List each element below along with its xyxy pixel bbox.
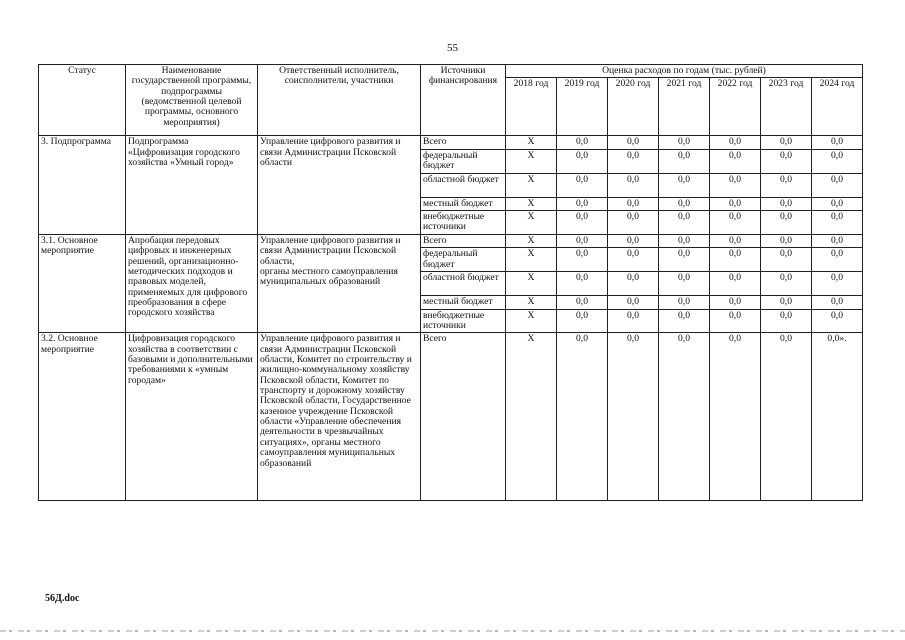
expense-cell: 0,0: [761, 197, 812, 210]
row-name: Цифровизация городского хозяйства в соответствии с базовыми и дополнительными требованиями к «умным городам»: [126, 333, 258, 501]
row-status: 3. Подпрограмма: [39, 136, 126, 234]
header-year: 2019 год: [557, 78, 608, 136]
expense-cell: 0,0: [659, 296, 710, 309]
expense-cell: X: [506, 234, 557, 247]
header-year: 2023 год: [761, 78, 812, 136]
expense-cell: 0,0: [710, 149, 761, 173]
row-executor: Управление цифрового развития и связи Администрации Псковской области: [258, 136, 421, 234]
header-estimate: Оценка расходов по годам (тыс. рублей): [506, 65, 863, 78]
expense-cell: X: [506, 211, 557, 235]
expense-cell: 0,0: [761, 272, 812, 296]
financing-source: внебюджетные источники: [421, 309, 506, 333]
expense-cell: X: [506, 149, 557, 173]
expense-cell: 0,0: [557, 197, 608, 210]
expense-cell: 0,0: [812, 136, 863, 149]
expense-cell: 0,0: [659, 234, 710, 247]
expense-cell: 0,0: [608, 248, 659, 272]
financing-source: внебюджетные источники: [421, 211, 506, 235]
header-status: Статус: [39, 65, 126, 136]
row-name: Апробация передовых цифровых и инженерных решений, организационно-методических подходов и правовых моделей, применяемых для цифрового преобразования в сфере городского хозяйства: [126, 234, 258, 332]
expense-cell: 0,0».: [812, 333, 863, 501]
header-year: 2018 год: [506, 78, 557, 136]
expense-cell: 0,0: [812, 197, 863, 210]
expense-cell: 0,0: [557, 173, 608, 197]
expense-cell: 0,0: [659, 173, 710, 197]
expense-cell: 0,0: [557, 272, 608, 296]
expense-cell: 0,0: [659, 149, 710, 173]
expense-cell: 0,0: [812, 234, 863, 247]
expense-cell: 0,0: [710, 136, 761, 149]
expense-cell: 0,0: [608, 197, 659, 210]
expense-cell: 0,0: [557, 248, 608, 272]
financing-source: Всего: [421, 234, 506, 247]
row-executor: Управление цифрового развития и связи Администрации Псковской области, Комитет по строительству и жилищно-коммунальному хозяйству Псковской области, Комитет по транспорту и дорожному хозяйству Псковской области, Государственное казенное учреждение Псковской области «Управление обеспечения деятельности в чрезвычайных ситуациях», органы местного самоуправления муниципальных образований: [258, 333, 421, 501]
financing-source: местный бюджет: [421, 296, 506, 309]
financing-source: федеральный бюджет: [421, 149, 506, 173]
financing-source: Всего: [421, 333, 506, 501]
header-year: 2020 год: [608, 78, 659, 136]
expense-cell: 0,0: [659, 197, 710, 210]
row-executor: Управление цифрового развития и связи Администрации Псковской области, органы местного самоуправления муниципальных образований: [258, 234, 421, 332]
expense-cell: 0,0: [710, 248, 761, 272]
expense-cell: 0,0: [761, 136, 812, 149]
header-year: 2021 год: [659, 78, 710, 136]
expense-cell: 0,0: [608, 136, 659, 149]
expense-cell: X: [506, 173, 557, 197]
expense-cell: 0,0: [608, 211, 659, 235]
expense-cell: 0,0: [608, 173, 659, 197]
scan-artifact-line: [0, 630, 905, 632]
expense-cell: 0,0: [761, 234, 812, 247]
expense-cell: 0,0: [710, 211, 761, 235]
financing-source: областной бюджет: [421, 272, 506, 296]
expense-cell: 0,0: [608, 149, 659, 173]
header-name: Наименование государственной программы, подпрограммы (ведомственной целевой программы, основного мероприятия): [126, 65, 258, 136]
expense-cell: 0,0: [557, 149, 608, 173]
header-year: 2022 год: [710, 78, 761, 136]
expense-cell: X: [506, 333, 557, 501]
expense-cell: 0,0: [659, 248, 710, 272]
expense-cell: 0,0: [812, 272, 863, 296]
row-status: 3.1. Основное мероприятие: [39, 234, 126, 332]
financing-source: местный бюджет: [421, 197, 506, 210]
expense-cell: 0,0: [761, 333, 812, 501]
expense-cell: X: [506, 296, 557, 309]
expense-cell: 0,0: [761, 149, 812, 173]
expense-cell: 0,0: [710, 234, 761, 247]
expense-cell: 0,0: [659, 333, 710, 501]
expense-cell: X: [506, 309, 557, 333]
financing-source: Всего: [421, 136, 506, 149]
expense-cell: 0,0: [608, 309, 659, 333]
expense-cell: 0,0: [812, 309, 863, 333]
expense-cell: 0,0: [659, 309, 710, 333]
expense-cell: 0,0: [557, 333, 608, 501]
expenditure-table: [38, 64, 863, 501]
expense-cell: 0,0: [710, 173, 761, 197]
header-executor: Ответственный исполнитель, соисполнители, участники: [258, 65, 421, 136]
expense-cell: X: [506, 197, 557, 210]
page-number: 55: [447, 42, 458, 54]
expense-cell: 0,0: [812, 248, 863, 272]
file-name-footer: 56Д.doc: [45, 593, 80, 604]
expense-cell: 0,0: [608, 272, 659, 296]
expense-cell: 0,0: [812, 173, 863, 197]
expense-cell: 0,0: [710, 296, 761, 309]
expense-cell: 0,0: [557, 234, 608, 247]
expense-cell: 0,0: [557, 211, 608, 235]
expense-cell: 0,0: [710, 309, 761, 333]
header-sources: Источники финансирования: [421, 65, 506, 136]
expense-cell: 0,0: [557, 136, 608, 149]
expense-cell: X: [506, 248, 557, 272]
expense-cell: 0,0: [557, 309, 608, 333]
expense-cell: 0,0: [710, 333, 761, 501]
expense-cell: 0,0: [761, 248, 812, 272]
row-name: Подпрограмма «Цифровизация городского хозяйства «Умный город»: [126, 136, 258, 234]
header-year: 2024 год: [812, 78, 863, 136]
expense-cell: 0,0: [659, 136, 710, 149]
table-row: [39, 234, 863, 247]
expense-cell: X: [506, 136, 557, 149]
expense-cell: 0,0: [812, 149, 863, 173]
expense-cell: 0,0: [710, 197, 761, 210]
expense-cell: 0,0: [608, 333, 659, 501]
expense-cell: 0,0: [659, 211, 710, 235]
expense-cell: 0,0: [659, 272, 710, 296]
financing-source: федеральный бюджет: [421, 248, 506, 272]
table-row: [39, 333, 863, 501]
table-row: [39, 136, 863, 149]
financing-source: областной бюджет: [421, 173, 506, 197]
expense-cell: 0,0: [812, 211, 863, 235]
expense-cell: 0,0: [761, 173, 812, 197]
expense-cell: X: [506, 272, 557, 296]
expense-cell: 0,0: [761, 211, 812, 235]
expense-cell: 0,0: [608, 296, 659, 309]
expense-cell: 0,0: [557, 296, 608, 309]
expense-cell: 0,0: [761, 309, 812, 333]
row-status: 3.2. Основное мероприятие: [39, 333, 126, 501]
expense-cell: 0,0: [608, 234, 659, 247]
expense-cell: 0,0: [710, 272, 761, 296]
expense-cell: 0,0: [812, 296, 863, 309]
expense-cell: 0,0: [761, 296, 812, 309]
